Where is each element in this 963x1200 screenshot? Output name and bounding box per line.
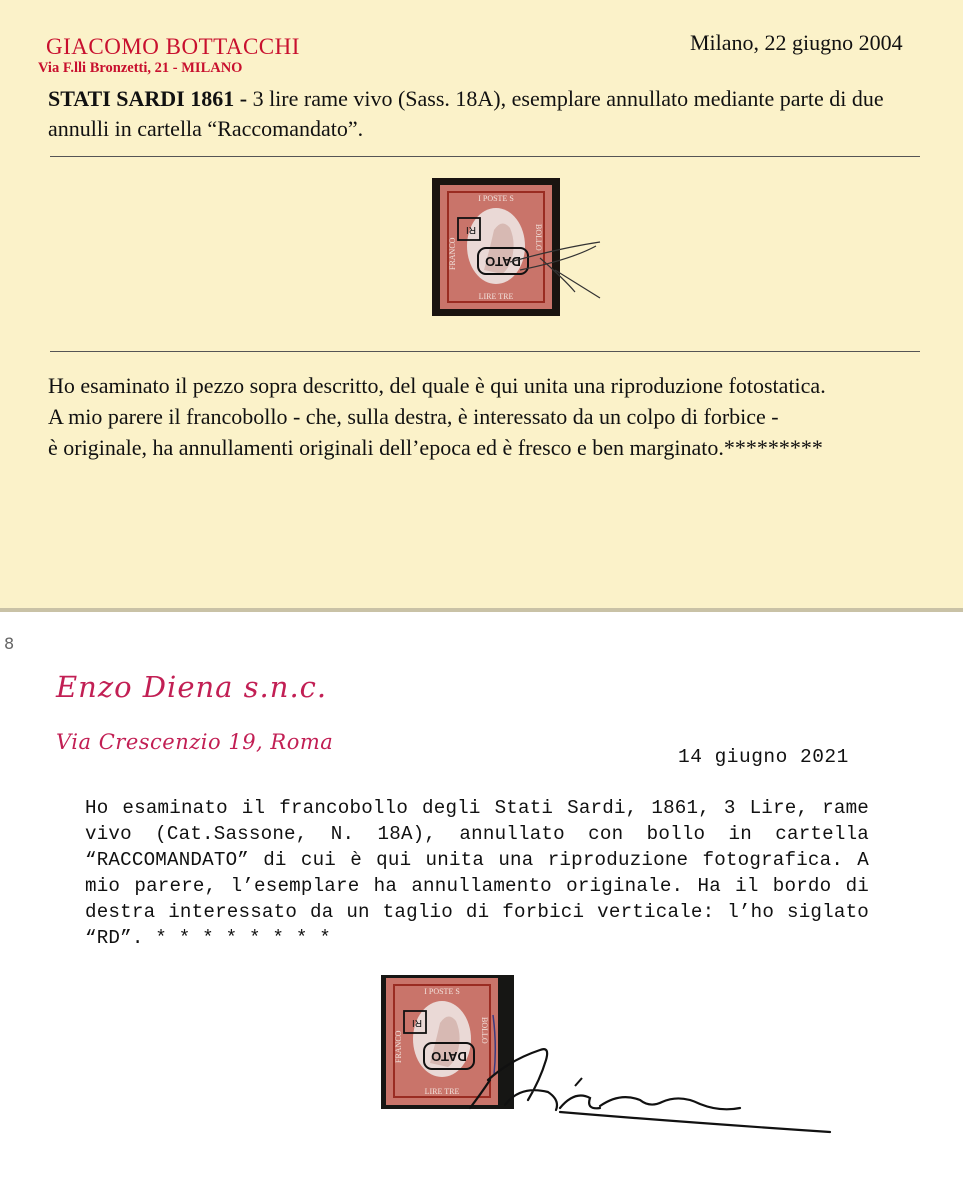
statement-line: Ho esaminato il pezzo sopra descritto, del quale è qui unita una riproduzione fotostatica. bbox=[48, 373, 826, 398]
certificate-date: 14 giugno 2021 bbox=[678, 746, 849, 768]
stamp-right-legend: BOLLO bbox=[534, 224, 543, 251]
issuer-name: GIACOMO BOTTACCHI bbox=[46, 34, 300, 59]
signature-stroke bbox=[470, 1049, 830, 1132]
certificate-statement: Ho esaminato il francobollo degli Stati Sardi, 1861, 3 Lire, rame vivo (Cat.Sassone, N. 18A), annullato con bollo in cartella “RACCOMANDATO” di cui è qui unita una riproduzione fotografica. A mio parere, l’esemplare ha annullamento originale. Ha il bordo di destra interessato da un taglio di forbici verticale: l’ho siglato “RD”. * * * * * * * * bbox=[85, 797, 869, 949]
cancel-fragment-text: RI bbox=[412, 1017, 422, 1028]
stamp-issue-details: 3 lire rame vivo (Sass. 18A), esemplare annullato mediante parte di due annulli in cartella “Raccomandato”. bbox=[48, 86, 884, 141]
stamp-left-legend: FRANCO bbox=[448, 237, 457, 270]
cancel-text: DATO bbox=[485, 254, 521, 269]
stamp-bottom-legend: LIRE TRE bbox=[478, 292, 514, 301]
stamp-top-legend: I POSTE S bbox=[478, 194, 514, 203]
statement-line: A mio parere il francobollo - che, sulla destra, è interessato da un colpo di forbice - bbox=[48, 404, 779, 429]
signature-accent bbox=[575, 1078, 582, 1086]
issuer-logo: Enzo Diena s.n.c. bbox=[56, 670, 328, 704]
issuer-address: Via Crescenzio 19, Roma bbox=[56, 730, 334, 754]
cancel-fragment-text: RI bbox=[466, 224, 476, 235]
stamp-top-legend: I POSTE S bbox=[424, 987, 460, 996]
issuer-address: Via F.lli Bronzetti, 21 - MILANO bbox=[38, 60, 243, 76]
stamp-left-legend: FRANCO bbox=[394, 1030, 403, 1063]
stamp-issue-title: STATI SARDI 1861 - bbox=[48, 86, 248, 111]
cancel-text: DATO bbox=[431, 1049, 467, 1064]
stamp-right-legend: BOLLO bbox=[480, 1017, 489, 1044]
stamp-bottom-legend: LIRE TRE bbox=[424, 1087, 460, 1096]
statement-line: è originale, ha annullamenti originali dell’epoca ed è fresco e ben marginato.********* bbox=[48, 435, 823, 460]
certificate-date: Milano, 22 giugno 2004 bbox=[690, 30, 903, 55]
corner-note: 8 bbox=[4, 634, 15, 653]
